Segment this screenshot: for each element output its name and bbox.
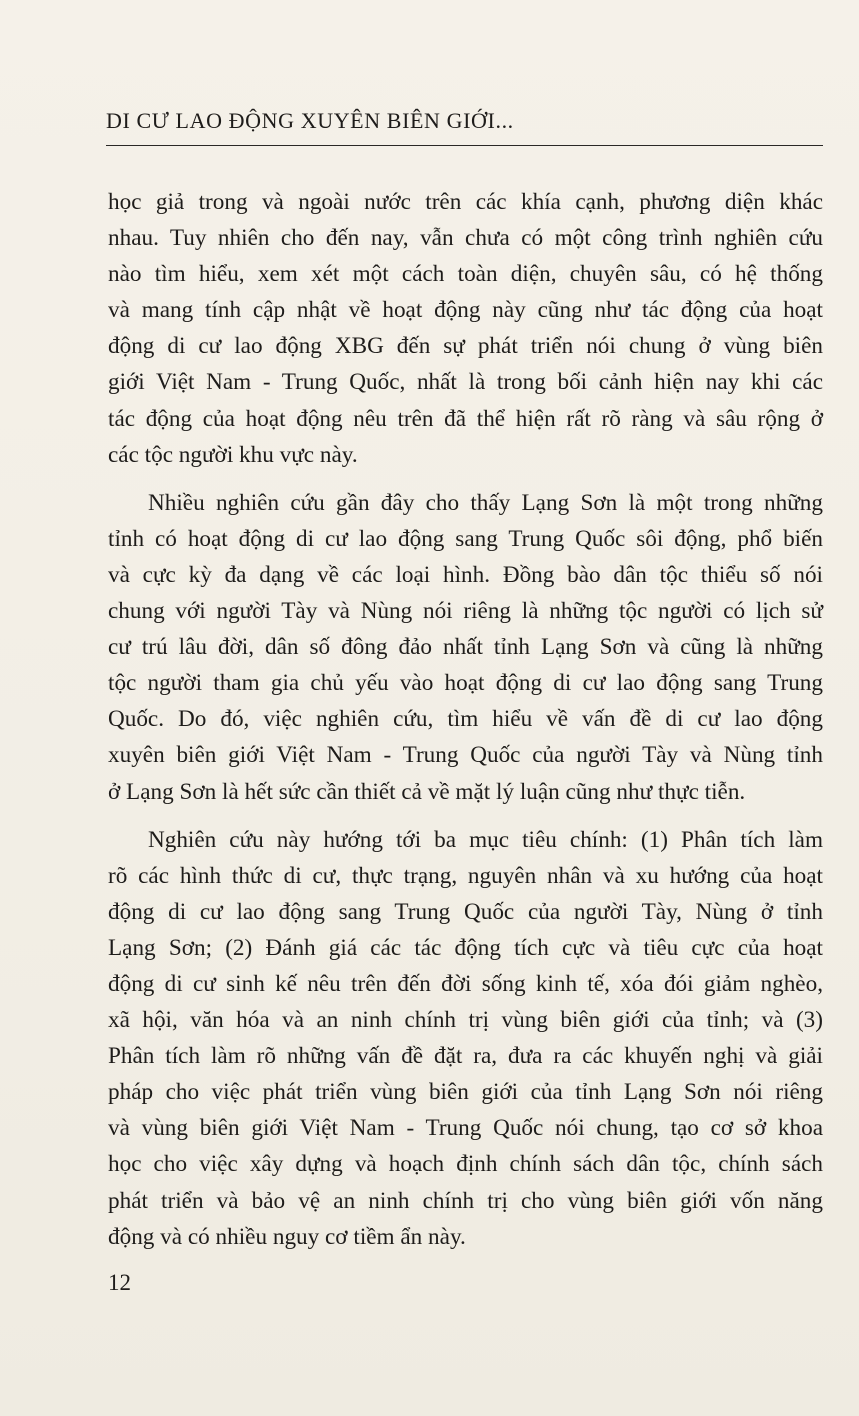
text-line: rõ các hình thức di cư, thực trạng, nguyên nhân và xu hướng của hoạt	[108, 862, 823, 889]
page-number: 12	[108, 1270, 131, 1295]
text-line: nhau. Tuy nhiên cho đến nay, vẫn chưa có một công trình nghiên cứu	[108, 225, 823, 252]
body-text	[108, 184, 823, 1267]
text-line: nào tìm hiểu, xem xét một cách toàn diện, chuyên sâu, có hệ thống	[108, 261, 823, 288]
text-line: và cực kỳ đa dạng về các loại hình. Đồng bào dân tộc thiểu số nói	[108, 561, 823, 588]
text-line: động di cư sinh kế nêu trên đến đời sống kinh tế, xóa đói giảm nghèo,	[108, 970, 823, 997]
text-line: ở Lạng Sơn là hết sức cần thiết cả về mặt lý luận cũng như thực tiễn.	[108, 778, 746, 805]
text-line: học giả trong và ngoài nước trên các khía cạnh, phương diện khác	[108, 189, 823, 215]
text-line: và mang tính cập nhật về hoạt động này cũng như tác động của hoạt	[108, 297, 823, 324]
text-line: chung với người Tày và Nùng nói riêng là những tộc người có lịch sử	[108, 598, 823, 625]
text-line: Quốc. Do đó, việc nghiên cứu, tìm hiểu về vấn đề di cư lao động	[108, 706, 823, 733]
text-line: động và có nhiều nguy cơ tiềm ẩn này.	[108, 1223, 466, 1250]
text-line: tác động của hoạt động nêu trên đã thể hiện rất rõ ràng và sâu rộng ở	[108, 405, 823, 432]
paragraph-3	[108, 822, 823, 1255]
text-line: xuyên biên giới Việt Nam - Trung Quốc của người Tày và Nùng tỉnh	[108, 742, 823, 769]
text-line: và vùng biên giới Việt Nam - Trung Quốc nói chung, tạo cơ sở khoa	[108, 1115, 823, 1142]
text-line: tỉnh có hoạt động di cư lao động sang Trung Quốc sôi động, phổ biến	[108, 525, 823, 552]
text-line: Phân tích làm rõ những vấn đề đặt ra, đưa ra các khuyến nghị và giải	[108, 1043, 823, 1070]
header-rule	[106, 145, 823, 146]
text-line: tộc người tham gia chủ yếu vào hoạt động di cư lao động sang Trung	[108, 670, 823, 697]
text-line: cư trú lâu đời, dân số đông đảo nhất tỉnh Lạng Sơn và cũng là những	[108, 634, 823, 661]
text-line: Nhiều nghiên cứu gần đây cho thấy Lạng Sơn là một trong những	[148, 489, 823, 516]
text-line: học cho việc xây dựng và hoạch định chính sách dân tộc, chính sách	[108, 1151, 823, 1178]
text-line: phát triển và bảo vệ an ninh chính trị cho vùng biên giới vốn năng	[108, 1187, 823, 1214]
text-line: pháp cho việc phát triển vùng biên giới của tỉnh Lạng Sơn nói riêng	[108, 1079, 823, 1106]
text-line: Nghiên cứu này hướng tới ba mục tiêu chính: (1) Phân tích làm	[148, 826, 823, 853]
text-line: giới Việt Nam - Trung Quốc, nhất là trong bối cảnh hiện nay khi các	[108, 369, 823, 396]
paragraph-1	[108, 184, 823, 473]
text-line: động di cư lao động sang Trung Quốc của người Tày, Nùng ở tỉnh	[108, 898, 823, 925]
text-line: động di cư lao động XBG đến sự phát triển nói chung ở vùng biên	[108, 333, 823, 360]
paragraph-2	[108, 485, 823, 810]
text-line: các tộc người khu vực này.	[108, 441, 358, 468]
text-line: Lạng Sơn; (2) Đánh giá các tác động tích cực và tiêu cực của hoạt	[108, 934, 823, 961]
running-header: DI CƯ LAO ĐỘNG XUYÊN BIÊN GIỚI...	[106, 108, 514, 133]
text-line: xã hội, văn hóa và an ninh chính trị vùng biên giới của tỉnh; và (3)	[108, 1007, 823, 1034]
